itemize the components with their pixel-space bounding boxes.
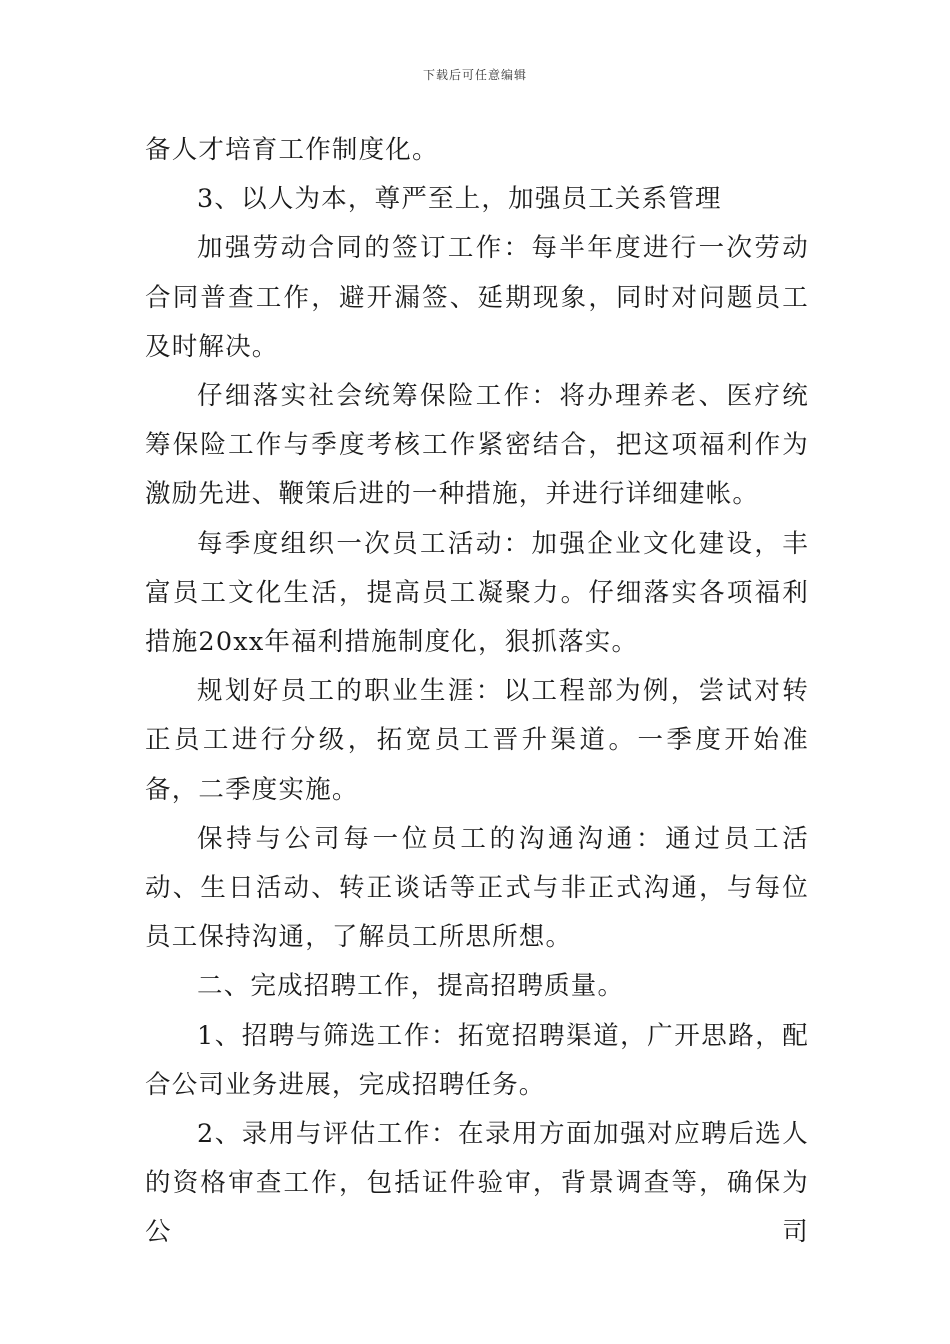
paragraph: 加强劳动合同的签订工作：每半年度进行一次劳动合同普查工作，避开漏签、延期现象，同时对问题员工及时解决。 xyxy=(145,233,809,362)
paragraph: 1、招聘与筛选工作：拓宽招聘渠道，广开思路，配合公司业务进展，完成招聘任务。 xyxy=(145,1020,809,1100)
paragraph: 备人才培育工作制度化。 xyxy=(145,135,439,165)
paragraph: 2、录用与评估工作：在录用方面加强对应聘后选人的资格审查工作，包括证件验审，背景调查等，确保为公司 xyxy=(145,1119,809,1248)
paragraph: 规划好员工的职业生涯：以工程部为例，尝试对转正员工进行分级，拓宽员工晋升渠道。一季度开始准备，二季度实施。 xyxy=(145,676,809,805)
document-body xyxy=(145,126,809,1258)
section-heading: 3、以人为本，尊严至上，加强员工关系管理 xyxy=(197,184,722,215)
paragraph: 每季度组织一次员工活动：加强企业文化建设，丰富员工文化生活，提高员工凝聚力。仔细落实各项福利措施20xx年福利措施制度化，狠抓落实。 xyxy=(145,528,809,658)
header-note: 下载后可任意编辑 xyxy=(422,68,527,82)
paragraph: 保持与公司每一位员工的沟通沟通：通过员工活动、生日活动、转正谈话等正式与非正式沟通，与每位员工保持沟通，了解员工所思所想。 xyxy=(145,823,809,953)
section-heading: 二、完成招聘工作，提高招聘质量。 xyxy=(197,971,625,1002)
paragraph: 仔细落实社会统筹保险工作：将办理养老、医疗统筹保险工作与季度考核工作紧密结合，把这项福利作为激励先进、鞭策后进的一种措施，并进行详细建帐。 xyxy=(145,381,809,510)
